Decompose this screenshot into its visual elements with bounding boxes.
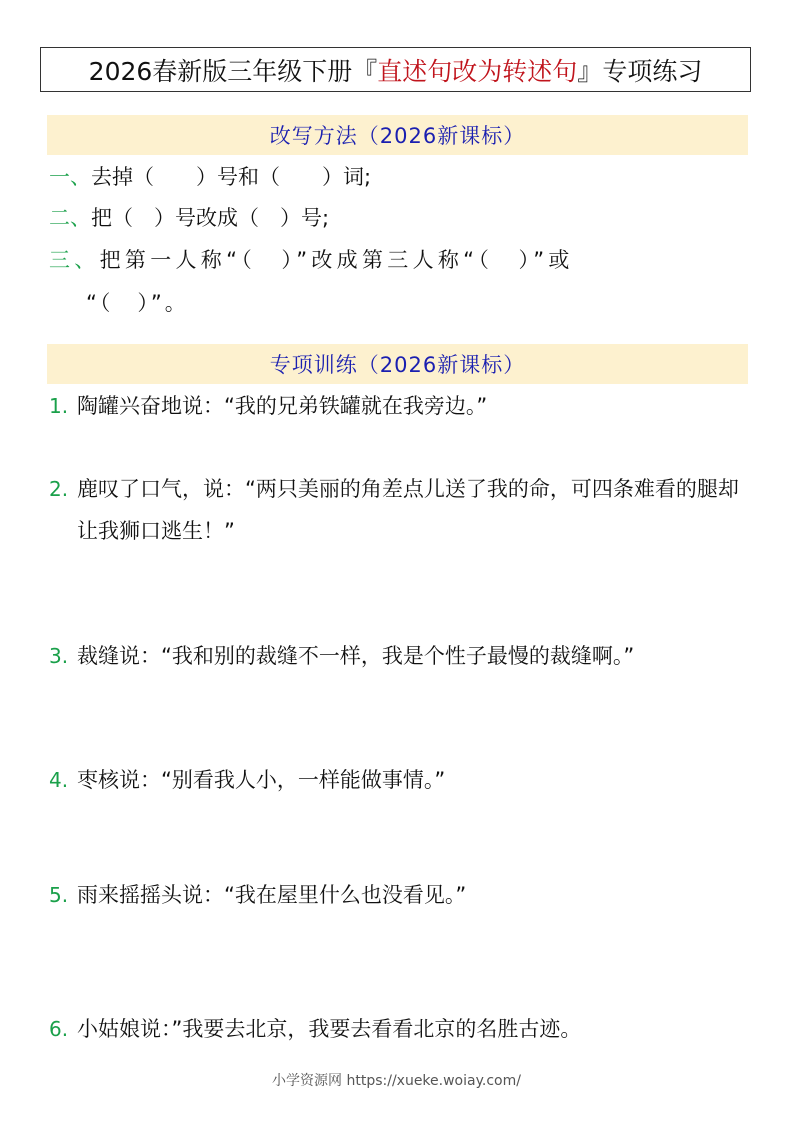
rule-3-text: 把第一人称“（ ）”改成第三人称“（ ）”或	[99, 248, 574, 272]
title-highlight: 直述句改为转述句	[377, 56, 578, 86]
exercise-item-4	[49, 759, 749, 801]
exercise-1-number: 1.	[49, 394, 69, 418]
exercise-2-number: 2.	[49, 477, 69, 501]
practice-section-heading: 专项训练（2026新课标）	[47, 344, 748, 384]
exercise-4-number: 4.	[49, 768, 69, 792]
exercise-1-text: 陶罐兴奋地说：“我的兄弟铁罐就在我旁边。”	[77, 394, 488, 418]
footer-source: 小学资源网 https://xueke.woiay.com/	[272, 1073, 521, 1089]
exercise-item-3	[49, 635, 749, 677]
exercise-2-text: 鹿叹了口气，说：“两只美丽的角差点儿送了我的命，可四条难看的腿却让我狮口逃生！”	[77, 477, 739, 543]
exercise-4-text: 枣核说：“别看我人小，一样能做事情。”	[77, 768, 446, 792]
method-section-heading: 改写方法（2026新课标）	[47, 115, 748, 155]
exercise-3-number: 3.	[49, 644, 69, 668]
rule-3	[49, 245, 574, 275]
exercise-item-6	[49, 1008, 749, 1050]
exercise-5-number: 5.	[49, 883, 69, 907]
exercise-3-text: 裁缝说：“我和别的裁缝不一样，我是个性子最慢的裁缝啊。”	[77, 644, 635, 668]
exercise-item-2	[49, 468, 749, 552]
rule-3-continuation: “（ ）”。	[86, 291, 189, 315]
rule-1	[49, 162, 371, 192]
title-suffix: 』专项练习	[577, 56, 703, 86]
rule-2	[49, 203, 329, 233]
title-prefix: 2026春新版三年级下册『	[88, 56, 378, 86]
exercise-5-text: 雨来摇摇头说：“我在屋里什么也没看见。”	[77, 883, 467, 907]
rule-2-text: 把（ ）号改成（ ）号;	[91, 206, 330, 230]
rule-3-number: 三、	[49, 248, 100, 272]
worksheet-title	[40, 47, 751, 92]
rule-1-text: 去掉（ ）号和（ ）词;	[91, 165, 372, 189]
exercise-6-number: 6.	[49, 1017, 69, 1041]
rule-2-number: 二、	[49, 206, 91, 230]
exercise-6-text: 小姑娘说：”我要去北京，我要去看看北京的名胜古迹。	[77, 1017, 582, 1041]
rule-1-number: 一、	[49, 165, 91, 189]
exercise-item-1	[49, 385, 749, 427]
exercise-item-5	[49, 874, 749, 916]
